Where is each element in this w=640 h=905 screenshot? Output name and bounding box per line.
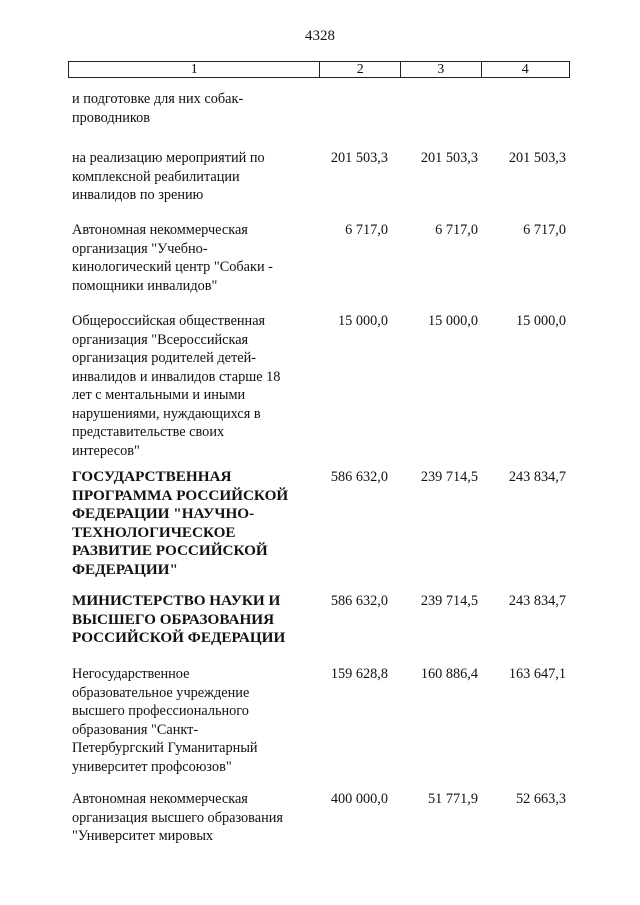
row-value-col-3: 239 714,5 <box>420 469 478 485</box>
row-name: на реализацию мероприятий по комплексной реабилитации инвалидов по зрению <box>72 150 265 203</box>
page-number: 4328 <box>305 28 335 44</box>
row-value-col-2: 586 632,0 <box>330 593 388 609</box>
row-value-col-4: 52 663,3 <box>515 791 566 807</box>
row-value-col-3: 160 886,4 <box>420 666 478 682</box>
row-value-col-3: 51 771,9 <box>427 791 478 807</box>
row-value-col-2: 586 632,0 <box>330 469 388 485</box>
row-value-col-4: 15 000,0 <box>515 313 566 329</box>
header-col-3: 3 <box>400 62 481 77</box>
row-name: МИНИСТЕРСТВО НАУКИ И ВЫСШЕГО ОБРАЗОВАНИЯ РОССИЙСКОЙ ФЕДЕРАЦИИ <box>72 592 286 647</box>
row-value-col-4: 243 834,7 <box>508 593 566 609</box>
row-value-col-3: 201 503,3 <box>420 150 478 166</box>
row-value-col-4: 243 834,7 <box>508 469 566 485</box>
header-col-2: 2 <box>319 62 400 77</box>
row-value-col-2: 15 000,0 <box>337 313 388 329</box>
row-name: ГОСУДАРСТВЕННАЯ ПРОГРАММА РОССИЙСКОЙ ФЕДЕРАЦИИ "НАУЧНО-ТЕХНОЛОГИЧЕСКОЕ РАЗВИТИЕ РОССИЙСКОЙ ФЕДЕРАЦИИ" <box>72 468 289 578</box>
row-value-col-3: 6 717,0 <box>435 222 478 238</box>
row-value-col-4: 201 503,3 <box>508 150 566 166</box>
row-name: Автономная некоммерческая организация "Учебно-кинологический центр "Собаки - помощники инвалидов" <box>72 222 273 294</box>
row-name: и подготовке для них собак-проводников <box>72 91 244 126</box>
table-header <box>68 61 570 78</box>
row-value-col-2: 201 503,3 <box>330 150 388 166</box>
row-value-col-4: 6 717,0 <box>523 222 566 238</box>
header-col-1: 1 <box>190 62 198 77</box>
row-name: Общероссийская общественная организация "Всероссийская организация родителей детей-инвалидов и инвалидов старше 18 лет с ментальными и иными нарушениями, нуждающихся в представительстве своих интересов" <box>72 313 281 459</box>
row-name: Негосударственное образовательное учреждение высшего профессионального образования "Санкт-Петербургский Гуманитарный университет профсоюзов" <box>72 666 258 775</box>
header-col-4: 4 <box>481 62 569 77</box>
row-value-col-4: 163 647,1 <box>508 666 566 682</box>
row-value-col-2: 6 717,0 <box>345 222 388 238</box>
row-value-col-2: 159 628,8 <box>330 666 388 682</box>
row-value-col-3: 15 000,0 <box>427 313 478 329</box>
row-value-col-2: 400 000,0 <box>330 791 388 807</box>
row-value-col-3: 239 714,5 <box>420 593 478 609</box>
row-name: Автономная некоммерческая организация высшего образования "Университет мировых <box>72 791 283 844</box>
